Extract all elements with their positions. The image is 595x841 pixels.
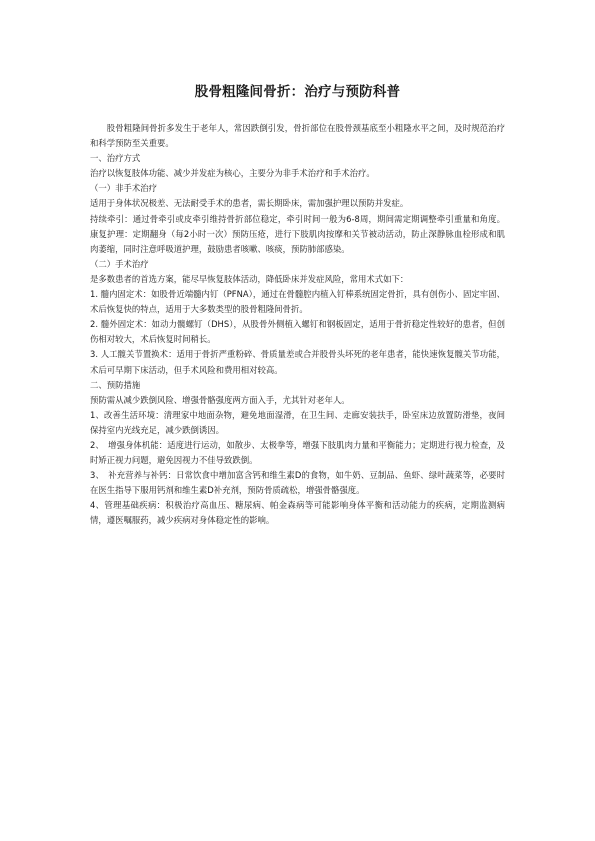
surgical-summary: 是多数患者的首选方案，能尽早恢复肢体活动，降低卧床并发症风险，常用术式如下： [90, 273, 409, 284]
nonsurgical-methods: 持续牵引：通过骨牵引或皮牵引维持骨折部位稳定，牵引时间一般为6-8周，期间需定期调整牵引重量和角度。康复护理：定期翻身（每2小时一次）预防压疮，进行下肢肌肉按摩和关节被动活动，防止深静脉血栓形成和肌肉萎缩，同时注意呼吸道护理，鼓励患者咳嗽、咳痰，预防肺部感染。 [90, 213, 505, 254]
prevention-item-3: 3、 补充营养与补钙：日常饮食中增加富含钙和维生素D的食物，如牛奶、豆制品、鱼虾、绿叶蔬菜等，必要时在医生指导下服用钙剂和维生素D补充剂，预防骨质疏松，增强骨骼强度。 [90, 470, 505, 496]
prevention-item-2: 2、 增强身体机能：适度进行运动，如散步、太极拳等，增强下肢肌肉力量和平衡能力；定期进行视力检查，及时矫正视力问题，避免因视力不佳导致跌倒。 [90, 439, 505, 466]
prevention-item-4: 4、管理基础疾病：积极治疗高血压、糖尿病、帕金森病等可能影响身体平衡和活动能力的疾病，定期监测病情，遵医嘱服药，减少疾病对身体稳定性的影响。 [90, 500, 505, 526]
nonsurgical-indication: 适用于身体状况极差、无法耐受手术的患者，需长期卧床，需加强护理以预防并发症。 [90, 198, 409, 209]
surgical-item-1: 1. 髓内固定术：如股骨近端髓内钉（PFNA），通过在骨髓腔内植入钉棒系统固定骨折，具有创伤小、固定牢固、术后恢复快的特点，适用于大多数类型的股骨粗隆间骨折。 [90, 289, 505, 315]
prevention-summary: 预防需从减少跌倒风险、增强骨骼强度两方面入手，尤其针对老年人。 [90, 394, 350, 405]
subsection-heading-nonsurgical: （一）非手术治疗 [90, 183, 157, 194]
subsection-heading-surgical: （二）手术治疗 [90, 258, 149, 269]
prevention-item-1: 1、改善生活环境：清理家中地面杂物，避免地面湿滑，在卫生间、走廊安装扶手，卧室床边放置防滑垫，夜间保持室内光线充足，减少跌倒诱因。 [90, 409, 505, 435]
document-title: 股骨粗隆间骨折：治疗与预防科普 [194, 84, 401, 100]
section-heading-prevention: 二、预防措施 [90, 379, 141, 390]
surgical-item-2: 2. 髓外固定术：如动力髋螺钉（DHS），从股骨外侧植入螺钉和钢板固定，适用于骨折稳定性较好的患者，但创伤相对较大，术后恢复时间稍长。 [90, 319, 505, 345]
document-body [90, 121, 505, 529]
intro-paragraph: 股骨粗隆间骨折多发生于老年人，常因跌倒引发，骨折部位在股骨颈基底至小粗隆水平之间，及时规范治疗和科学预防至关重要。 [90, 123, 505, 149]
surgical-item-3: 3. 人工髋关节置换术：适用于骨折严重粉碎、骨质量差或合并股骨头坏死的老年患者，能快速恢复髋关节功能，术后可早期下床活动，但手术风险和费用相对较高。 [90, 349, 505, 375]
treatment-summary: 治疗以恢复肢体功能、减少并发症为核心，主要分为非手术治疗和手术治疗。 [90, 168, 375, 179]
section-heading-treatment: 一、治疗方式 [90, 153, 141, 164]
